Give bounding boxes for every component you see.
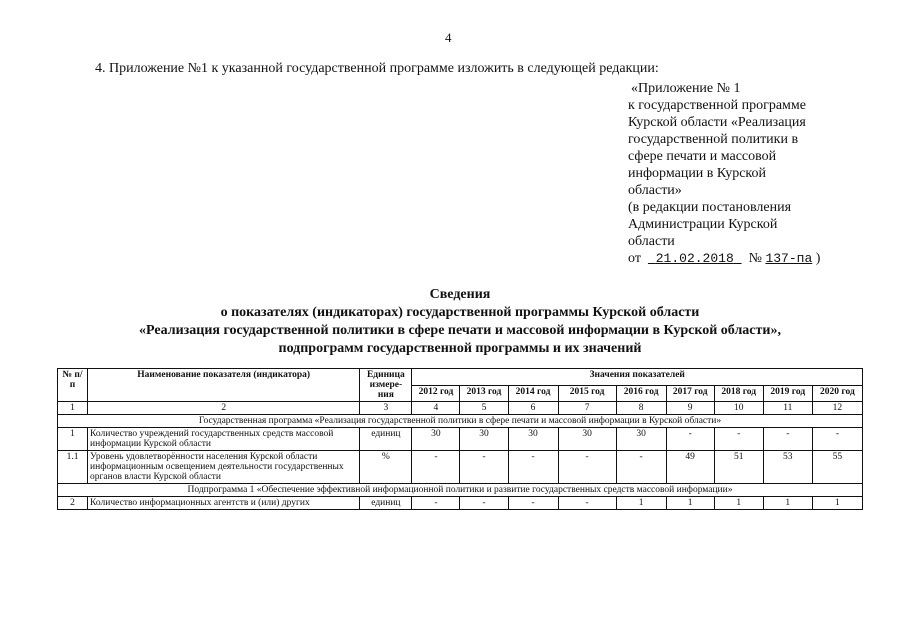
appendix-line: информации в Курской [628, 166, 766, 181]
appendix-line: к государственной программе [628, 98, 806, 113]
row-value: 1 [714, 497, 763, 510]
col-header-num: № п/п [58, 369, 88, 402]
appendix-line: Курской области «Реализация [628, 115, 806, 130]
row-value: - [412, 497, 460, 510]
column-number: 1 [58, 402, 88, 415]
row-name: Количество информационных агентств и (или) других [88, 497, 360, 510]
table-header-row [58, 369, 863, 386]
col-header-year: 2013 год [460, 385, 508, 402]
appendix-line: области [628, 234, 675, 249]
column-number: 9 [666, 402, 714, 415]
col-header-year: 2014 год [508, 385, 558, 402]
heading-line: «Реализация государственной политики в сфере печати и массовой информации в Курской области», [139, 323, 781, 338]
row-value: 55 [812, 451, 862, 484]
section-row-program [58, 415, 863, 428]
appendix-line: области» [628, 183, 682, 198]
col-header-year: 2016 год [616, 385, 666, 402]
row-value: - [508, 497, 558, 510]
row-value: 49 [666, 451, 714, 484]
table-row [58, 451, 863, 484]
row-value: 53 [763, 451, 812, 484]
col-header-year: 2017 год [666, 385, 714, 402]
row-value: - [616, 451, 666, 484]
col-header-year: 2015 год [558, 385, 616, 402]
row-num: 2 [58, 497, 88, 510]
section-row-subprogram-1 [58, 484, 863, 497]
column-number: 11 [763, 402, 812, 415]
column-number: 7 [558, 402, 616, 415]
row-value: 1 [763, 497, 812, 510]
row-value: - [508, 451, 558, 484]
row-value: - [460, 497, 508, 510]
column-number: 12 [812, 402, 862, 415]
column-number: 4 [412, 402, 460, 415]
row-value: - [412, 451, 460, 484]
row-value: 1 [666, 497, 714, 510]
resolution-number: 137-па [765, 251, 813, 266]
table-row [58, 428, 863, 451]
number-label: № [748, 251, 762, 266]
row-value: 30 [460, 428, 508, 451]
section-title: Подпрограмма 1 «Обеспечение эффективной информационной политики и развитие государственных средств массовой информации» [58, 484, 863, 497]
col-header-name: Наименование показателя (индикатора) [88, 369, 360, 402]
row-name: Количество учреждений государственных средств массовой информации Курской области [88, 428, 360, 451]
heading-title: Сведения [429, 287, 491, 302]
row-value: - [558, 451, 616, 484]
section-title: Государственная программа «Реализация государственной политики в сфере печати и массовой информации в Курской области» [58, 415, 863, 428]
page-number: 4 [445, 30, 452, 45]
from-label: от [628, 251, 641, 266]
column-number: 2 [88, 402, 360, 415]
col-header-year: 2012 год [412, 385, 460, 402]
row-name: Уровень удовлетворённости населения Курской области информационным освещением деятельности государственных органов власти Курской области [88, 451, 360, 484]
row-value: 1 [812, 497, 862, 510]
indicators-table [57, 368, 863, 510]
row-unit: единиц [360, 428, 412, 451]
row-value: 51 [714, 451, 763, 484]
column-number: 3 [360, 402, 412, 415]
amendment-intro: 4. Приложение №1 к указанной государственной программе изложить в следующей редакции: [95, 61, 659, 76]
document-heading [60, 286, 860, 358]
closing-paren: ) [815, 251, 821, 266]
col-header-year: 2019 год [763, 385, 812, 402]
row-unit: % [360, 451, 412, 484]
appendix-line: сфере печати и массовой [628, 149, 777, 164]
appendix-line: (в редакции постановления [628, 200, 792, 215]
row-value: 30 [616, 428, 666, 451]
resolution-date: 21.02.2018 [655, 251, 734, 266]
row-value: 1 [616, 497, 666, 510]
heading-line: о показателях (индикаторах) государственной программы Курской области [220, 305, 700, 320]
column-number: 10 [714, 402, 763, 415]
row-value: - [812, 428, 862, 451]
column-numbers-row [58, 402, 863, 415]
column-number: 8 [616, 402, 666, 415]
column-number: 5 [460, 402, 508, 415]
col-header-values: Значения показателей [412, 369, 863, 386]
heading-line: подпрограмм государственной программы и их значений [278, 341, 642, 356]
col-header-year: 2018 год [714, 385, 763, 402]
row-value: 30 [558, 428, 616, 451]
row-num: 1.1 [58, 451, 88, 484]
row-value: - [714, 428, 763, 451]
row-value: - [763, 428, 812, 451]
col-header-year: 2020 год [812, 385, 862, 402]
row-unit: единиц [360, 497, 412, 510]
column-number: 6 [508, 402, 558, 415]
appendix-line: государственной политики в [628, 132, 799, 147]
appendix-line: Администрации Курской [628, 217, 778, 232]
row-value: - [558, 497, 616, 510]
row-value: - [666, 428, 714, 451]
appendix-note [628, 80, 868, 267]
row-value: 30 [412, 428, 460, 451]
col-header-unit: Единица измере-ния [360, 369, 412, 402]
row-value: 30 [508, 428, 558, 451]
row-value: - [460, 451, 508, 484]
appendix-line: «Приложение № 1 [631, 81, 741, 96]
row-num: 1 [58, 428, 88, 451]
resolution-reference [628, 250, 868, 267]
table-row [58, 497, 863, 510]
